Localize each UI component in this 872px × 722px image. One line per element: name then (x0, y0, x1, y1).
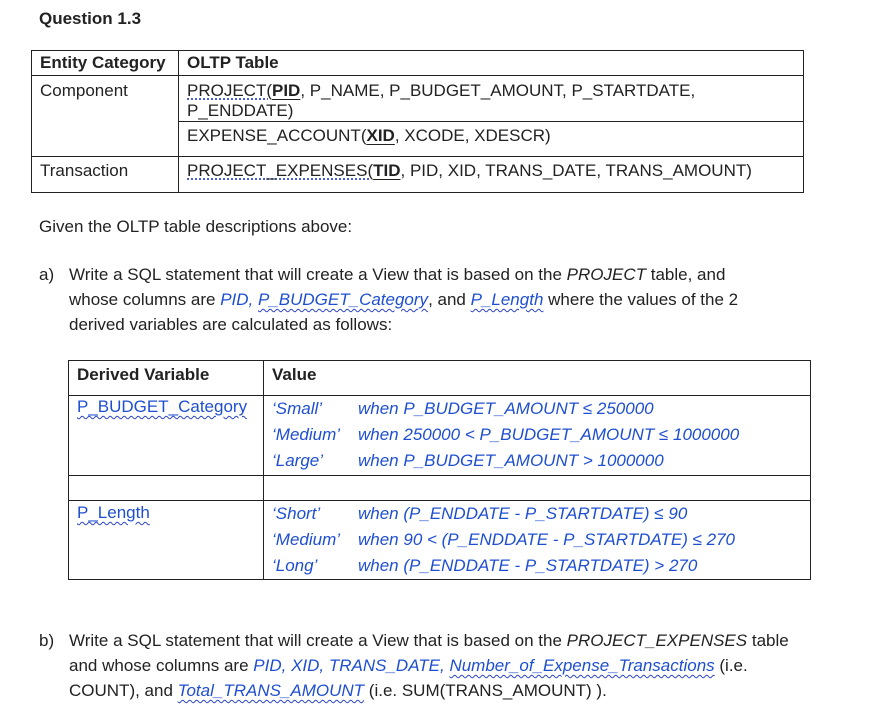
expense-account-key: XID (366, 126, 395, 145)
part-b-table-name: PROJECT_EXPENSES (566, 631, 748, 650)
length-short-cond: when (P_ENDDATE - P_STARTDATE) ≤ 90 (358, 504, 688, 523)
part-b-line2: and whose columns are (69, 656, 254, 675)
part-a-text (69, 262, 839, 337)
part-a-table-name: PROJECT (566, 265, 647, 284)
part-b-cols: PID, XID, TRANS_DATE, (253, 656, 450, 675)
length-medium-cond: when 90 < (P_ENDDATE - P_STARTDATE) ≤ 270 (358, 530, 736, 549)
budget-large-label: ‘Large’ (272, 451, 324, 470)
header-oltp-table: OLTP Table (179, 51, 804, 76)
oltp-table-header-row (32, 51, 804, 76)
project-table-name: PROJECT( (187, 81, 272, 100)
spacer-row (69, 476, 811, 501)
question-heading: Question 1.3 (39, 9, 142, 28)
length-short-line (272, 501, 802, 527)
length-medium-line (272, 527, 802, 553)
header-entity-category: Entity Category (32, 51, 179, 76)
part-b-line3: COUNT), and (69, 681, 178, 700)
part-b-ie1: (i.e. (714, 656, 748, 675)
derived-header-row (69, 361, 811, 396)
budget-large-line (272, 448, 802, 474)
budget-category-row (69, 396, 811, 476)
budget-medium-label: ‘Medium’ (272, 425, 341, 444)
length-short-label: ‘Short’ (272, 504, 321, 523)
intro-text: Given the OLTP table descriptions above: (39, 217, 353, 236)
length-long-line (272, 553, 802, 579)
expense-account-table-name: EXPENSE_ACCOUNT( (187, 126, 367, 145)
category-empty (32, 122, 179, 157)
oltp-row-project (32, 76, 804, 122)
project-expenses-table-name: PROJECT_EXPENSES( (187, 161, 374, 180)
part-a-line3: derived variables are calculated as follows: (69, 315, 393, 334)
length-long-cond: when (P_ENDDATE - P_STARTDATE) > 270 (358, 556, 698, 575)
part-a-label: a) (39, 265, 55, 284)
oltp-table (31, 50, 804, 193)
part-a-and: , and (428, 290, 471, 309)
part-a-line1: Write a SQL statement that will create a View that is based on the (69, 265, 567, 284)
length-name-cell (69, 501, 264, 580)
expense-account-table-def (179, 122, 804, 157)
part-a-col-length: P_Length (470, 290, 544, 309)
part-b-line1: Write a SQL statement that will create a View that is based on the (69, 631, 567, 650)
part-a-line2: whose columns are (69, 290, 221, 309)
budget-small-label: ‘Small’ (272, 399, 323, 418)
length-medium-label: ‘Medium’ (272, 530, 341, 549)
part-a-line2-end: where the values of the 2 (543, 290, 739, 309)
budget-category-name-cell (69, 396, 264, 476)
budget-small-line (272, 396, 802, 422)
part-b-label: b) (39, 631, 55, 650)
part-b-line3-end: (i.e. SUM(TRANS_AMOUNT) ). (364, 681, 607, 700)
project-columns: , P_NAME, P_BUDGET_AMOUNT, P_STARTDATE, P_ENDDATE) (187, 81, 696, 120)
length-name: P_Length (77, 503, 150, 522)
derived-variable-table (68, 360, 811, 580)
budget-medium-line (272, 422, 802, 448)
project-expenses-key: TID (373, 161, 401, 180)
header-derived-variable: Derived Variable (69, 361, 264, 396)
budget-large-cond: when P_BUDGET_AMOUNT > 1000000 (358, 451, 664, 470)
part-b-col-total-amount: Total_TRANS_AMOUNT (177, 681, 365, 700)
budget-category-name: P_BUDGET_Category (77, 397, 248, 416)
budget-medium-cond: when 250000 < P_BUDGET_AMOUNT ≤ 1000000 (358, 425, 740, 444)
project-expenses-columns: , PID, XID, TRANS_DATE, TRANS_AMOUNT) (400, 161, 752, 180)
part-a (39, 262, 839, 337)
project-table-def (179, 76, 804, 122)
length-row (69, 501, 811, 580)
part-b-text (69, 628, 849, 703)
length-values (264, 501, 811, 580)
expense-account-columns: , XCODE, XDESCR) (394, 126, 551, 145)
oltp-row-project-expenses (32, 157, 804, 193)
part-b-line1-end: table (747, 631, 789, 650)
category-component: Component (32, 76, 179, 122)
part-b-col-number-of-transactions: Number_of_Expense_Transactions (449, 656, 715, 675)
part-a-col-budget-category: P_BUDGET_Category (257, 290, 429, 309)
category-transaction: Transaction (32, 157, 179, 193)
project-key: PID (272, 81, 301, 100)
part-a-line1-end: table, and (646, 265, 726, 284)
project-expenses-table-def (179, 157, 804, 193)
oltp-row-expense-account (32, 122, 804, 157)
header-value: Value (264, 361, 811, 396)
part-a-col-pid: PID, (220, 290, 258, 309)
budget-category-values (264, 396, 811, 476)
budget-small-cond: when P_BUDGET_AMOUNT ≤ 250000 (358, 399, 654, 418)
part-b (39, 628, 849, 703)
length-long-label: ‘Long’ (272, 556, 318, 575)
